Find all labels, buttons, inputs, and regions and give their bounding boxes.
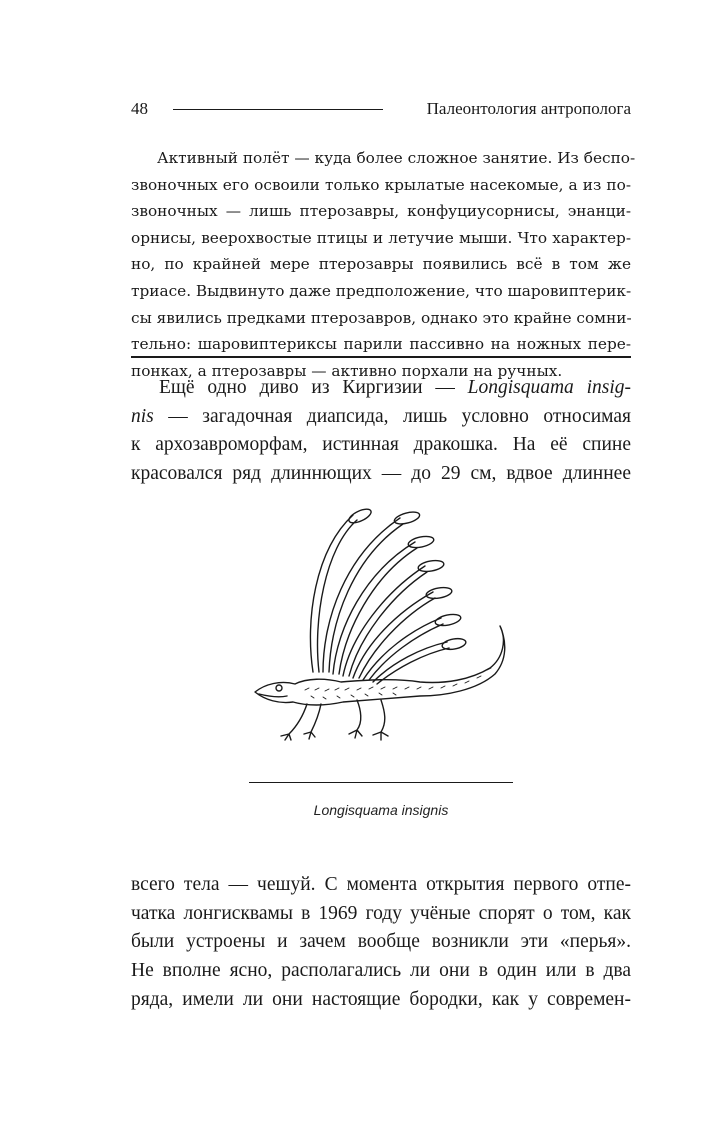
body-line: чатка лонгисквамы в 1969 году учёные спорят о том, как	[131, 902, 631, 924]
body-paragraph-1	[131, 374, 631, 489]
plume	[343, 559, 445, 676]
caption-rule	[249, 782, 513, 783]
species-name-italic: Longisquama insig-	[467, 377, 631, 398]
longisquama-figure	[245, 500, 515, 750]
aside-line: но, по крайней мере птерозавры появились всё в том же	[131, 255, 631, 274]
body-line: всего тела — чешуй. С момента открытия первого отпе-	[131, 874, 631, 895]
hind-leg	[373, 700, 388, 740]
body-line	[131, 403, 631, 432]
aside-text	[131, 145, 636, 384]
running-title: Палеонтология антрополога	[426, 99, 631, 118]
body-paragraph-2	[131, 871, 631, 1015]
aside-line: триасе. Выдвинуто даже предположение, что шаровиптерик-	[131, 281, 632, 300]
plume	[363, 612, 462, 680]
body-text-run: Ещё одно диво из Киргизии —	[159, 377, 468, 398]
aside-line: звоночных — лишь птерозавры, конфуциусорнисы, энанци-	[131, 202, 631, 221]
aside-line: звоночных его освоили только крылатые насекомые, а из по-	[131, 175, 631, 194]
longisquama-illustration	[245, 500, 515, 750]
plume	[353, 586, 453, 678]
front-leg	[304, 704, 321, 739]
species-name-italic: nis	[131, 405, 154, 427]
body-line: красовался ряд длиннющих — до 29 см, вдвое длиннее	[131, 463, 631, 485]
aside-line: понках, а птерозавры — активно порхали на ручных.	[131, 361, 563, 380]
aside-line: орнисы, веерохвостые птицы и летучие мыши. Что характер-	[131, 228, 631, 247]
aside-line: сы явились предками птерозавров, однако это крайне сомни-	[131, 308, 632, 327]
body-line: к архозавроморфам, истинная дракошка. На её спине	[131, 434, 631, 456]
hind-leg	[349, 700, 362, 738]
body-line: были устроены и зачем вообще возникли эти «перья».	[131, 931, 631, 953]
body-line: ряда, имели ли они настоящие бородки, как у современ-	[131, 988, 631, 1010]
aside-line: Активный полёт — куда более сложное занятие. Из беспо-	[157, 149, 636, 167]
figure-caption: Longisquama insignis	[313, 802, 449, 818]
body-text-run: — загадочная диапсида, лишь условно относимая	[153, 405, 631, 427]
page-number: 48	[131, 99, 148, 118]
body-line: Не вполне ясно, располагались ли они в один или в два	[131, 960, 631, 982]
front-leg	[281, 704, 307, 740]
header-rule	[173, 109, 383, 110]
running-header	[131, 97, 631, 121]
body-line	[131, 374, 631, 403]
aside-bottom-rule	[131, 356, 631, 358]
lizard-eye	[276, 685, 282, 691]
aside-line: тельно: шаровиптериксы парили пассивно на ножных пере-	[131, 335, 631, 354]
plume	[333, 534, 435, 674]
